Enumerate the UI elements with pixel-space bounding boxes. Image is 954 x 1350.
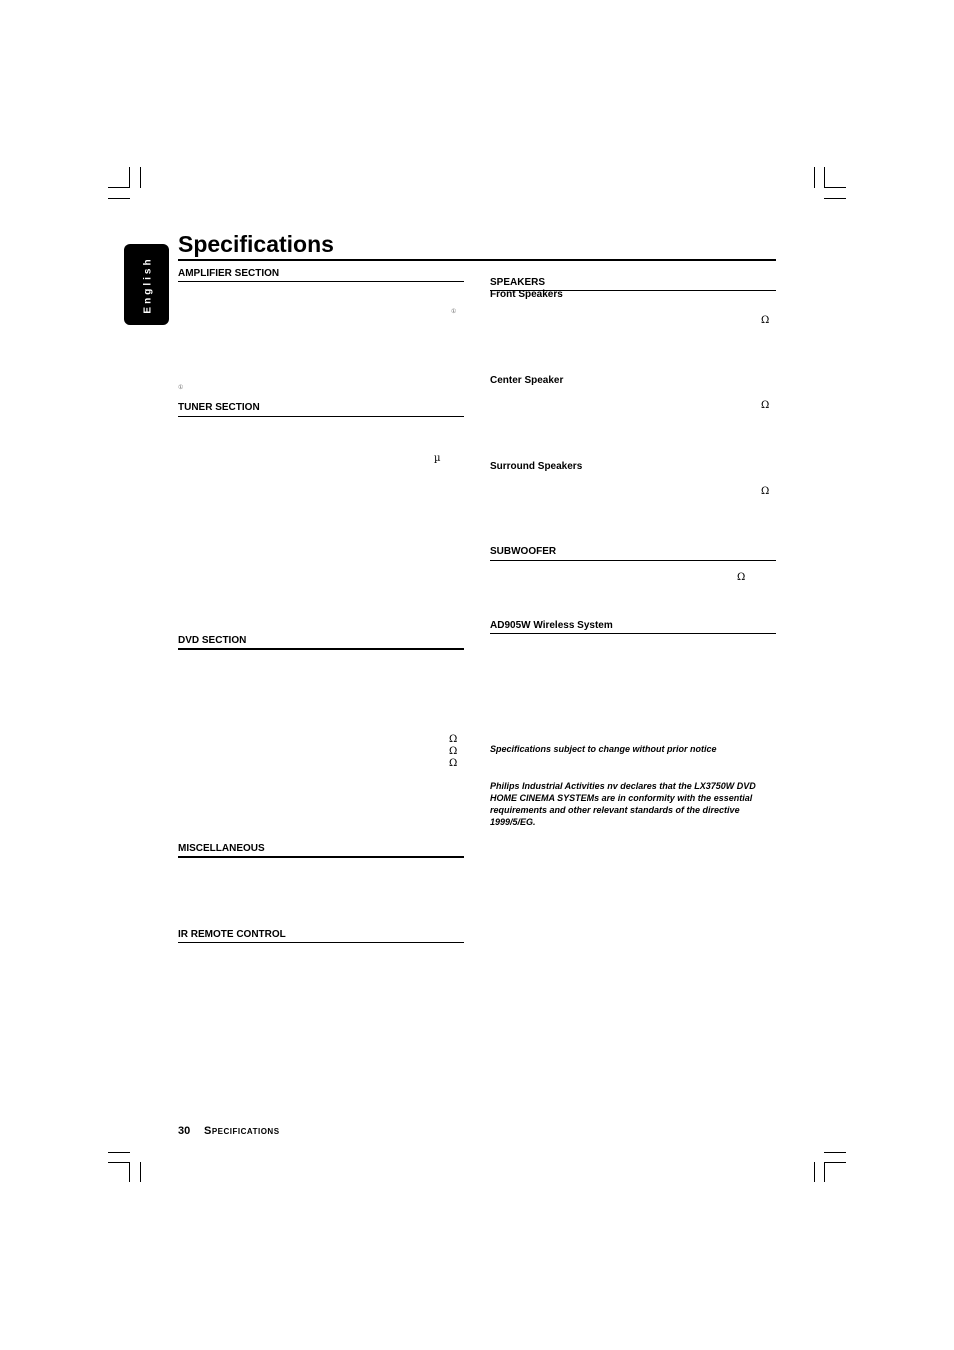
crop-mark xyxy=(108,198,130,199)
section-rule xyxy=(178,648,464,650)
crop-mark xyxy=(140,167,141,188)
surround-speakers-label: Surround Speakers xyxy=(490,461,583,472)
ohm-symbol: Ω xyxy=(761,400,770,411)
crop-mark xyxy=(814,167,815,188)
page-title: Specifications xyxy=(178,231,334,257)
conformity-declaration: Philips Industrial Activities nv declares that the LX3750W DVD HOME CINEMA SYSTEMs are in conformity with the essential requirements and other relevant standards of the directive 1999/5/EG. xyxy=(490,781,756,827)
ohm-symbol: Ω xyxy=(737,572,746,583)
footnote-mark: ① xyxy=(451,308,457,315)
subwoofer-heading: SUBWOOFER xyxy=(490,546,557,557)
crop-mark xyxy=(108,1162,130,1163)
speakers-heading: SPEAKERS xyxy=(490,277,546,288)
section-rule xyxy=(490,633,776,634)
change-notice: Specifications subject to change without prior notice xyxy=(490,744,717,754)
crop-mark xyxy=(824,1162,846,1163)
ohm-symbol: Ω xyxy=(449,734,458,745)
ohm-symbol: Ω xyxy=(449,746,458,757)
section-rule xyxy=(178,281,464,282)
footer-section-title: Specifications xyxy=(204,1125,280,1137)
section-rule xyxy=(178,856,464,858)
crop-mark xyxy=(824,1152,846,1153)
title-rule xyxy=(178,259,776,261)
footnote-mark: ① xyxy=(178,384,184,391)
crop-mark xyxy=(129,1162,130,1182)
section-rule xyxy=(490,560,776,561)
tuner-heading: TUNER SECTION xyxy=(178,402,260,413)
misc-heading: MISCELLANEOUS xyxy=(178,843,265,854)
section-rule xyxy=(178,942,464,943)
ohm-symbol: Ω xyxy=(449,758,458,769)
crop-mark xyxy=(824,1162,825,1182)
crop-mark xyxy=(108,187,130,188)
ohm-symbol: Ω xyxy=(761,315,770,326)
crop-mark xyxy=(824,187,846,188)
crop-mark xyxy=(140,1162,141,1182)
language-tab-label: English xyxy=(142,256,154,314)
micro-symbol: µ xyxy=(434,453,441,464)
section-rule xyxy=(178,416,464,417)
front-speakers-label: Front Speakers xyxy=(490,289,563,300)
crop-mark xyxy=(814,1162,815,1182)
page-number: 30 xyxy=(178,1125,191,1137)
crop-mark xyxy=(824,198,846,199)
amplifier-heading: AMPLIFIER SECTION xyxy=(178,268,280,279)
ohm-symbol: Ω xyxy=(761,486,770,497)
dvd-heading: DVD SECTION xyxy=(178,635,247,646)
center-speaker-label: Center Speaker xyxy=(490,375,564,386)
crop-mark xyxy=(108,1152,130,1153)
wireless-heading: AD905W Wireless System xyxy=(490,620,613,631)
remote-heading: IR REMOTE CONTROL xyxy=(178,929,286,940)
crop-mark xyxy=(824,167,825,188)
crop-mark xyxy=(129,167,130,188)
